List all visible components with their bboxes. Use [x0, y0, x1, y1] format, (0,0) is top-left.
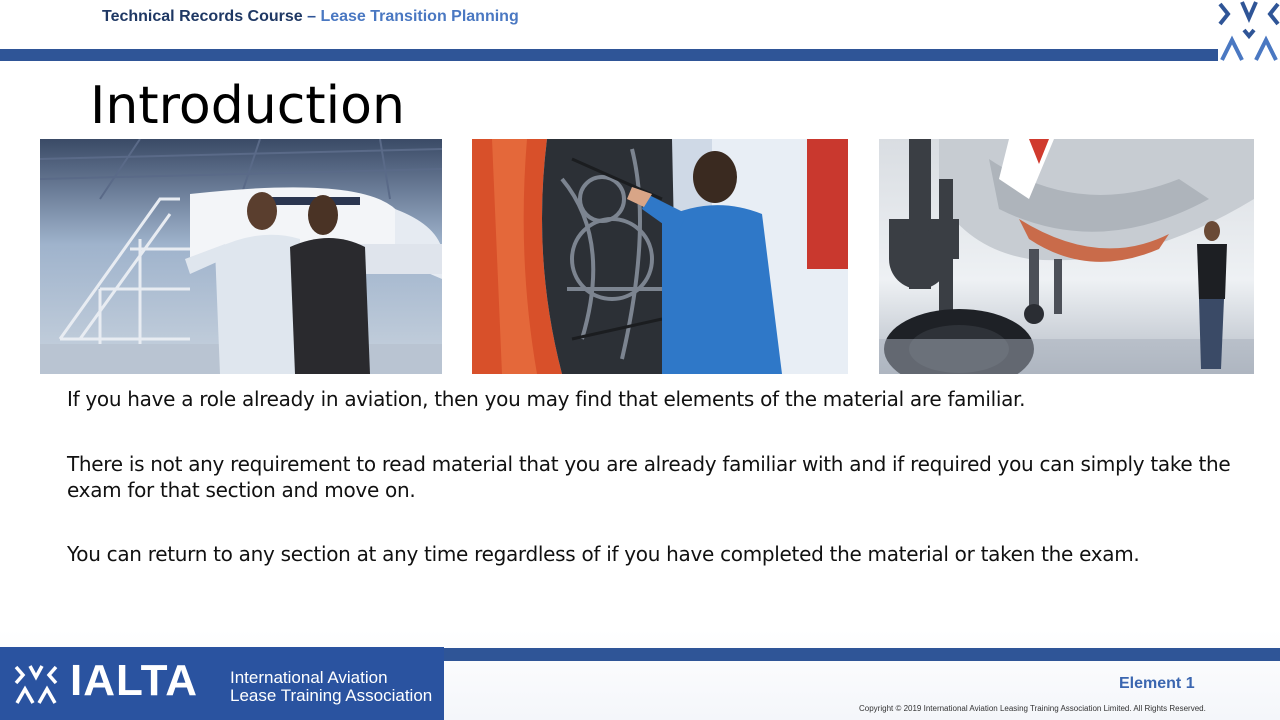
element-label: Element 1: [1119, 675, 1195, 692]
intro-paragraph-1: If you have a role already in aviation, then you may find that elements of the material are familiar.: [67, 387, 1026, 411]
hangar-photo-icon: [40, 139, 442, 374]
ialta-full-name: [230, 669, 432, 705]
ialta-mark-icon: [1218, 0, 1280, 62]
header-separator: –: [302, 8, 321, 25]
ialta-name-line-2: Lease Training Association: [230, 686, 433, 705]
copyright-notice: Copyright © 2019 International Aviation Leasing Training Association Limited. All Rights Reserved.: [859, 704, 1206, 713]
course-subtitle: Lease Transition Planning: [320, 8, 519, 25]
ialta-name-line-1: International Aviation: [230, 668, 388, 687]
intro-paragraph-3: You can return to any section at any time regardless of if you have completed the material or taken the exam.: [67, 542, 1140, 566]
landing-gear-photo-icon: [879, 139, 1254, 374]
ialta-logo-mark-icon: [14, 665, 58, 705]
course-name: Technical Records Course: [102, 8, 303, 25]
ialta-wordmark: IALTA: [70, 656, 198, 705]
intro-paragraph-2: There is not any requirement to read material that you are already familiar with and if required you can simply take the exam for that section and move on.: [67, 452, 1231, 502]
course-header: [102, 8, 519, 26]
ialta-logo: [0, 647, 444, 720]
slide-title: Introduction: [90, 76, 405, 136]
footer-rule: [444, 648, 1280, 661]
header-rule: [0, 49, 1220, 61]
engine-mechanic-photo-icon: [472, 139, 848, 374]
